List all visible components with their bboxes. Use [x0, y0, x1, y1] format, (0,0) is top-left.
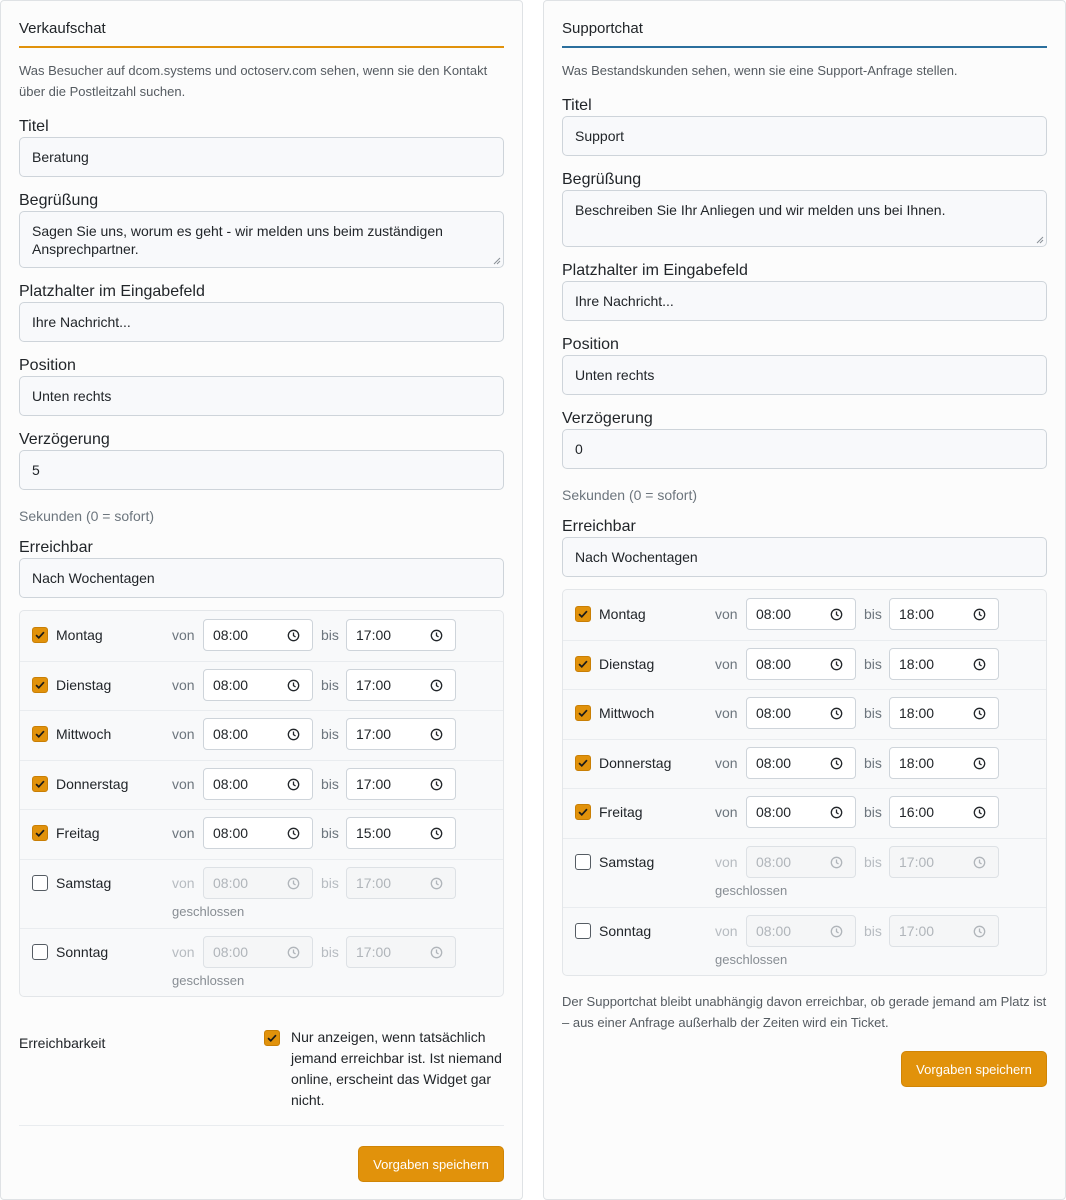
schedule-row-freitag — [563, 788, 1046, 838]
from-label: von — [715, 755, 738, 771]
support-reachable-label: Erreichbar — [562, 518, 636, 535]
support-reachable-select[interactable]: Nach Wochentagen — [562, 537, 1047, 577]
schedule-row-dienstag — [563, 640, 1046, 689]
row-divider — [563, 907, 1046, 908]
to-label: bis — [864, 854, 882, 870]
support-chat-panel — [543, 0, 1066, 1200]
to-label: bis — [321, 776, 339, 792]
clock-icon[interactable] — [830, 608, 843, 621]
row-divider — [20, 760, 503, 761]
checkmark-icon — [33, 678, 47, 692]
to-label: bis — [864, 705, 882, 721]
to-time-input[interactable]: 17:00 — [346, 936, 456, 968]
from-time-input[interactable]: 08:00 — [746, 598, 856, 630]
schedule-row-montag — [563, 590, 1046, 640]
to-time-input[interactable]: 16:00 — [889, 796, 999, 828]
from-label: von — [715, 656, 738, 672]
sales-position-label: Position — [19, 357, 76, 374]
from-label: von — [172, 627, 195, 643]
day-name: Dienstag — [599, 656, 655, 672]
clock-icon[interactable] — [430, 827, 443, 840]
clock-icon[interactable] — [973, 806, 986, 819]
sales-divider — [19, 1125, 504, 1126]
from-time-input[interactable]: 08:00 — [746, 796, 856, 828]
row-divider — [563, 838, 1046, 839]
schedule-row-donnerstag — [20, 760, 503, 809]
from-label: von — [172, 825, 195, 841]
support-placeholder-label: Platzhalter im Eingabefeld — [562, 262, 748, 279]
from-label: von — [172, 677, 195, 693]
clock-icon[interactable] — [830, 658, 843, 671]
to-label: bis — [864, 923, 882, 939]
day-enabled-checkbox[interactable] — [32, 944, 48, 960]
checkmark-icon — [33, 777, 47, 791]
day-name: Freitag — [56, 825, 100, 841]
to-label: bis — [321, 944, 339, 960]
sales-availability-label: Erreichbarkeit — [19, 1035, 106, 1051]
checkmark-icon — [33, 628, 47, 642]
support-schedule — [562, 589, 1047, 976]
support-position-select[interactable]: Unten rechts — [562, 355, 1047, 395]
checkmark-icon — [576, 657, 590, 671]
schedule-row-samstag — [563, 838, 1046, 907]
day-name: Donnerstag — [56, 776, 129, 792]
from-time-input[interactable]: 08:00 — [746, 697, 856, 729]
from-time-input[interactable]: 08:00 — [203, 768, 313, 800]
clock-icon[interactable] — [430, 946, 443, 959]
schedule-row-mittwoch — [563, 689, 1046, 739]
clock-icon[interactable] — [973, 608, 986, 621]
row-divider — [20, 710, 503, 711]
row-divider — [20, 859, 503, 860]
checkmark-icon — [576, 706, 590, 720]
row-divider — [20, 928, 503, 929]
from-time-input[interactable]: 08:00 — [746, 747, 856, 779]
day-enabled-checkbox[interactable] — [575, 656, 591, 672]
day-enabled-checkbox[interactable] — [575, 755, 591, 771]
support-description: Was Bestandskunden sehen, wenn sie eine Support-Anfrage stellen. — [562, 63, 958, 78]
to-label: bis — [864, 656, 882, 672]
to-label: bis — [321, 726, 339, 742]
schedule-row-montag — [20, 611, 503, 661]
checkmark-icon — [576, 607, 590, 621]
schedule-row-dienstag — [20, 661, 503, 710]
sales-placeholder-label: Platzhalter im Eingabefeld — [19, 283, 205, 300]
clock-icon[interactable] — [430, 629, 443, 642]
day-enabled-checkbox[interactable] — [32, 627, 48, 643]
schedule-row-samstag — [20, 859, 503, 928]
schedule-row-donnerstag — [563, 739, 1046, 788]
schedule-row-freitag — [20, 809, 503, 859]
support-placeholder-input[interactable]: Ihre Nachricht... — [562, 281, 1047, 321]
closed-label: geschlossen — [715, 952, 788, 967]
from-time-input[interactable]: 08:00 — [203, 817, 313, 849]
to-label: bis — [864, 755, 882, 771]
from-time-input[interactable]: 08:00 — [203, 936, 313, 968]
sales-title-label: Titel — [19, 118, 49, 135]
day-name: Montag — [599, 606, 646, 622]
day-enabled-checkbox[interactable] — [575, 606, 591, 622]
to-time-input[interactable]: 18:00 — [889, 747, 999, 779]
to-time-input[interactable]: 18:00 — [889, 598, 999, 630]
to-time-input[interactable]: 17:00 — [346, 718, 456, 750]
sales-title-rule — [19, 46, 504, 48]
day-name: Sonntag — [56, 944, 109, 960]
day-enabled-checkbox[interactable] — [32, 776, 48, 792]
from-label: von — [172, 875, 195, 891]
clock-icon[interactable] — [973, 925, 986, 938]
schedule-row-sonntag — [20, 928, 503, 997]
day-enabled-checkbox[interactable] — [575, 923, 591, 939]
from-label: von — [715, 606, 738, 622]
clock-icon[interactable] — [830, 925, 843, 938]
day-enabled-checkbox[interactable] — [32, 726, 48, 742]
day-enabled-checkbox[interactable] — [575, 804, 591, 820]
to-time-input[interactable]: 17:00 — [346, 867, 456, 899]
closed-label: geschlossen — [172, 973, 245, 988]
clock-icon[interactable] — [430, 679, 443, 692]
clock-icon[interactable] — [830, 856, 843, 869]
clock-icon[interactable] — [287, 877, 300, 890]
from-label: von — [172, 776, 195, 792]
to-label: bis — [864, 804, 882, 820]
from-time-input[interactable]: 08:00 — [203, 669, 313, 701]
clock-icon[interactable] — [973, 707, 986, 720]
day-name: Samstag — [599, 854, 655, 870]
support-title-label: Titel — [562, 97, 592, 114]
support-delay-input[interactable]: 0 — [562, 429, 1047, 469]
support-position-label: Position — [562, 336, 619, 353]
to-label: bis — [321, 627, 339, 643]
from-label: von — [172, 726, 195, 742]
checkmark-icon — [576, 805, 590, 819]
clock-icon[interactable] — [830, 757, 843, 770]
row-divider — [563, 739, 1046, 740]
sales-delay-input[interactable]: 5 — [19, 450, 504, 490]
to-time-input[interactable]: 17:00 — [346, 619, 456, 651]
schedule-row-sonntag — [563, 907, 1046, 976]
closed-label: geschlossen — [715, 883, 788, 898]
sales-delay-label: Verzögerung — [19, 431, 110, 448]
day-enabled-checkbox[interactable] — [32, 825, 48, 841]
clock-icon[interactable] — [430, 778, 443, 791]
day-enabled-checkbox[interactable] — [575, 854, 591, 870]
sales-placeholder-input[interactable]: Ihre Nachricht... — [19, 302, 504, 342]
from-time-input[interactable]: 08:00 — [203, 867, 313, 899]
day-enabled-checkbox[interactable] — [32, 875, 48, 891]
sales-title-input[interactable]: Beratung — [19, 137, 504, 177]
day-enabled-checkbox[interactable] — [575, 705, 591, 721]
sales-availability-text: Nur anzeigen, wenn tatsächlich jemand erreichbar ist. Ist niemand online, erscheint das Widget gar nicht. — [291, 1029, 502, 1108]
sales-greeting-label: Begrüßung — [19, 192, 99, 209]
clock-icon[interactable] — [973, 856, 986, 869]
to-time-input[interactable]: 18:00 — [889, 697, 999, 729]
clock-icon[interactable] — [287, 679, 300, 692]
sales-description: Was Besucher auf dcom.systems und octoserv.com sehen, wenn sie den Kontakt über die Postleitzahl suchen. — [19, 63, 488, 99]
sales-delay-help: Sekunden (0 = sofort) — [19, 508, 155, 524]
clock-icon[interactable] — [830, 806, 843, 819]
from-time-input[interactable]: 08:00 — [203, 619, 313, 651]
day-name: Montag — [56, 627, 103, 643]
day-name: Sonntag — [599, 923, 652, 939]
clock-icon[interactable] — [287, 827, 300, 840]
day-name: Donnerstag — [599, 755, 672, 771]
from-label: von — [715, 705, 738, 721]
sales-reachable-select[interactable]: Nach Wochentagen — [19, 558, 504, 598]
closed-label: geschlossen — [172, 904, 245, 919]
clock-icon[interactable] — [973, 658, 986, 671]
from-label: von — [715, 923, 738, 939]
support-greeting-label: Begrüßung — [562, 171, 642, 188]
from-time-input[interactable]: 08:00 — [746, 648, 856, 680]
day-enabled-checkbox[interactable] — [32, 677, 48, 693]
checkmark-icon — [265, 1031, 279, 1045]
clock-icon[interactable] — [287, 629, 300, 642]
support-title-input[interactable]: Support — [562, 116, 1047, 156]
support-save-button[interactable]: Vorgaben speichern — [901, 1051, 1047, 1087]
clock-icon[interactable] — [287, 728, 300, 741]
to-label: bis — [321, 825, 339, 841]
checkmark-icon — [33, 727, 47, 741]
to-label: bis — [321, 875, 339, 891]
sales-schedule — [19, 610, 504, 997]
from-label: von — [715, 804, 738, 820]
to-time-input[interactable]: 18:00 — [889, 648, 999, 680]
support-footnote: Der Supportchat bleibt unabhängig davon erreichbar, ob gerade jemand am Platz ist – aus einer Anfrage außerhalb der Zeiten wird ein Ticket. — [562, 994, 1047, 1030]
day-name: Dienstag — [56, 677, 112, 693]
from-label: von — [715, 854, 738, 870]
day-name: Mittwoch — [56, 726, 112, 742]
from-time-input[interactable]: 08:00 — [746, 846, 856, 878]
clock-icon[interactable] — [973, 757, 986, 770]
day-name: Freitag — [599, 804, 643, 820]
clock-icon[interactable] — [430, 728, 443, 741]
day-name: Samstag — [56, 875, 112, 891]
to-time-input[interactable]: 15:00 — [346, 817, 456, 849]
support-delay-help: Sekunden (0 = sofort) — [562, 487, 698, 503]
from-time-input[interactable]: 08:00 — [203, 718, 313, 750]
sales-save-button[interactable]: Vorgaben speichern — [358, 1146, 504, 1182]
to-time-input[interactable]: 17:00 — [346, 768, 456, 800]
row-divider — [563, 689, 1046, 690]
to-time-input[interactable]: 17:00 — [889, 846, 999, 878]
support-greeting-textarea[interactable]: Beschreiben Sie Ihr Anliegen und wir melden uns bei Ihnen. — [562, 190, 1047, 247]
row-divider — [20, 661, 503, 662]
resize-grip-icon[interactable] — [493, 257, 501, 265]
checkmark-icon — [576, 756, 590, 770]
from-label: von — [172, 944, 195, 960]
clock-icon[interactable] — [287, 778, 300, 791]
to-label: bis — [864, 606, 882, 622]
row-divider — [563, 788, 1046, 789]
checkmark-icon — [33, 826, 47, 840]
row-divider — [20, 809, 503, 810]
sales-greeting-textarea[interactable]: Sagen Sie uns, worum es geht - wir melden uns beim zuständigen Ansprechpartner. — [19, 211, 504, 268]
support-delay-label: Verzögerung — [562, 410, 653, 427]
support-panel-title: Supportchat — [562, 20, 643, 37]
sales-reachable-label: Erreichbar — [19, 539, 93, 556]
resize-grip-icon[interactable] — [1036, 236, 1044, 244]
sales-chat-panel — [0, 0, 523, 1200]
day-name: Mittwoch — [599, 705, 655, 721]
clock-icon[interactable] — [830, 707, 843, 720]
support-title-rule — [562, 46, 1047, 48]
to-label: bis — [321, 677, 339, 693]
sales-availability-checkbox[interactable] — [264, 1030, 280, 1046]
clock-icon[interactable] — [287, 946, 300, 959]
sales-position-select[interactable]: Unten rechts — [19, 376, 504, 416]
clock-icon[interactable] — [430, 877, 443, 890]
sales-panel-title: Verkaufschat — [19, 20, 106, 37]
from-time-input[interactable]: 08:00 — [746, 915, 856, 947]
row-divider — [563, 640, 1046, 641]
to-time-input[interactable]: 17:00 — [346, 669, 456, 701]
to-time-input[interactable]: 17:00 — [889, 915, 999, 947]
schedule-row-mittwoch — [20, 710, 503, 760]
